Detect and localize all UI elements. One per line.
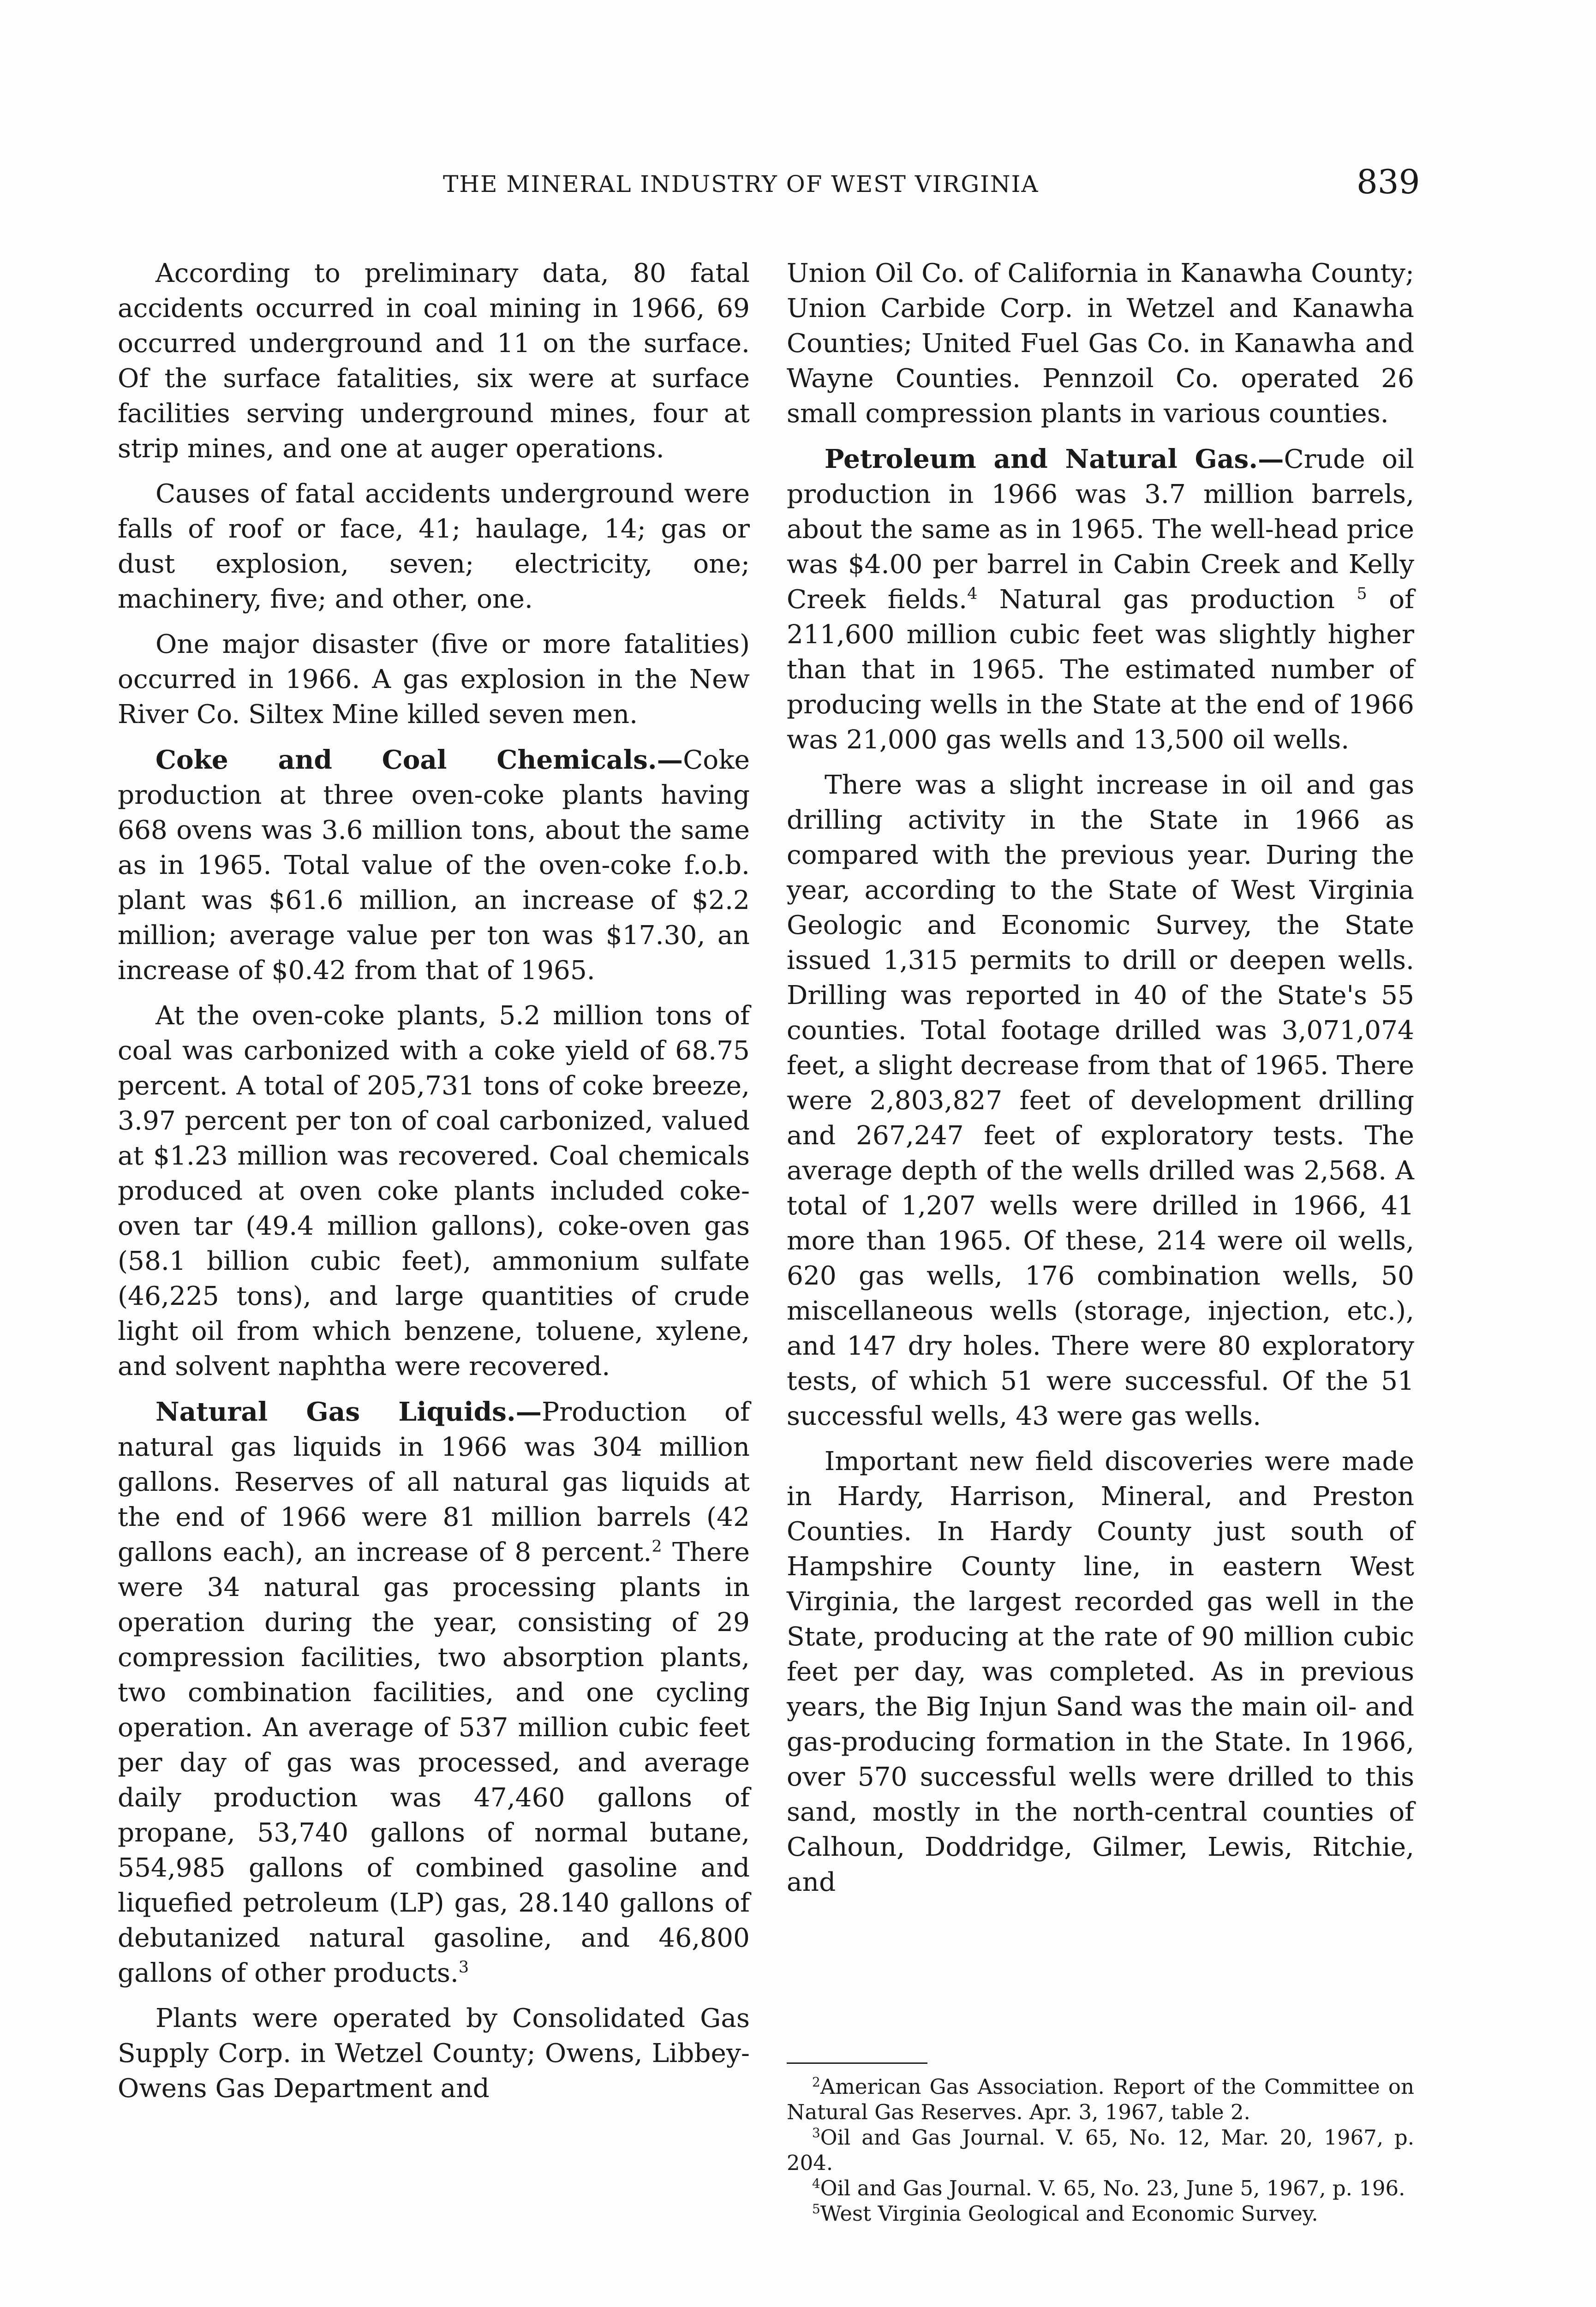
paragraph-petroleum xyxy=(787,442,1414,758)
paragraph-coke-text: Coke production at three oven-coke plants having 668 ovens was 3.6 million tons, about the same as in 1965. Total value of the oven-coke f.o.b. plant was $61.6 million, an increase of $2.2 million; average value per ton was $17.30, an increase of $0.42 from that of 1965. xyxy=(118,745,750,986)
footnote-text: Oil and Gas Journal. V. 65, No. 23, June 5, 1967, p. 196. xyxy=(820,2176,1405,2200)
footnote-text: American Gas Association. Report of the Committee on Natural Gas Reserves. Apr. 3, 1967, table 2. xyxy=(787,2074,1414,2124)
footnote-number: 4 xyxy=(812,2176,820,2191)
section-heading-petroleum: Petroleum and Natural Gas.— xyxy=(825,444,1284,474)
footnote-number: 2 xyxy=(812,2074,820,2090)
paragraph-natural-gas-liquids xyxy=(118,1394,750,1991)
footnote-number: 3 xyxy=(812,2125,820,2140)
paragraph-coke xyxy=(118,742,750,988)
paragraph-oven-coke: At the oven-coke plants, 5.2 million tons of coal was carbonized with a coke yield of 68.75 percent. A total of 205,731 tons of coke breeze, 3.97 percent per ton of coal carbonized, valued at $1.23 million was recovered. Coal chemicals produced at oven coke plants included coke-oven tar (49.4 million gallons), coke-oven gas (58.1 billion cubic feet), ammonium sulfate (46,225 tons), and large quantities of crude light oil from which benzene, toluene, xylene, and solvent naphtha were recovered. xyxy=(118,1001,750,1381)
paragraph-field-discoveries: Important new field discoveries were made in Hardy, Harrison, Mineral, and Preston Counties. In Hardy County just south of Hampshire County line, in eastern West Virginia, the largest recorded gas well in the State, producing at the rate of 90 million cubic feet per day, was completed. As in previous years, the Big Injun Sand was the main oil- and gas-producing formation in the State. In 1966, over 570 successful wells were drilled to this sand, mostly in the north-central counties of Calhoun, Doddridge, Gilmer, Lewis, Ritchie, and xyxy=(787,1446,1414,1897)
paragraph-continued: Union Oil Co. of California in Kanawha County; Union Carbide Corp. in Wetzel and Kanawha Counties; United Fuel Gas Co. in Kanawha and Wayne Counties. Pennzoil Co. operated 26 small compression plants in various counties. xyxy=(787,258,1414,429)
paragraph-major-disaster: One major disaster (five or more fatalities) occurred in 1966. A gas explosion in the New River Co. Siltex Mine killed seven men. xyxy=(118,629,750,729)
footnote-item xyxy=(787,2074,1414,2125)
paragraph-petroleum-text-b: Natural gas production xyxy=(977,585,1357,615)
paragraph-causes: Causes of fatal accidents underground were falls of roof or face, 41; haulage, 14; gas or dust explosion, seven; electricity, one; machinery, five; and other, one. xyxy=(118,479,750,614)
footnote-item xyxy=(787,2176,1414,2201)
left-column xyxy=(118,256,750,2116)
footnote-ref: 3 xyxy=(458,1958,469,1977)
footnote-ref: 5 xyxy=(1357,584,1367,604)
paragraph-petroleum-text-c: of 211,600 million cubic feet was slightly higher than that in 1965. The estimated number of producing wells in the State at the end of 1966 was 21,000 gas wells and 13,500 oil wells. xyxy=(787,585,1415,755)
page-number: 839 xyxy=(1357,162,1420,201)
paragraph-drilling-activity: There was a slight increase in oil and gas drilling activity in the State in 1966 as compared with the previous year. During the year, according to the State of West Virginia Geologic and Economic Survey, the State issued 1,315 permits to drill or deepen wells. Drilling was reported in 40 of the State's 55 counties. Total footage drilled was 3,071,074 feet, a slight decrease from that of 1965. There were 2,803,827 feet of development drilling and 267,247 feet of exploratory tests. The average depth of the wells drilled was 2,568. A total of 1,207 wells were drilled in 1966, 41 more than 1965. Of these, 214 were oil wells, 620 gas wells, 176 combination wells, 50 miscellaneous wells (storage, injection, etc.), and 147 dry holes. There were 80 exploratory tests, of which 51 were successful. Of the 51 successful wells, 43 were gas wells. xyxy=(787,770,1414,1431)
section-heading-ngl: Natural Gas Liquids.— xyxy=(155,1397,542,1427)
footnote-divider xyxy=(787,2062,927,2064)
right-column xyxy=(787,256,1414,1910)
section-heading-coke: Coke and Coal Chemicals.— xyxy=(155,745,683,775)
footnote-item xyxy=(787,2201,1414,2226)
paragraph-plants-operated: Plants were operated by Consolidated Gas Supply Corp. in Wetzel County; Owens, Libbey-Owens Gas Department and xyxy=(118,2003,750,2104)
footnote-ref: 4 xyxy=(967,584,978,604)
footnote-item xyxy=(787,2125,1414,2176)
footnote-ref: 2 xyxy=(652,1537,662,1556)
running-head: THE MINERAL INDUSTRY OF WEST VIRGINIA xyxy=(443,171,1039,197)
paragraph-petroleum-text-a: Crude oil production in 1966 was 3.7 million barrels, about the same as in 1965. The well-head price was $4.00 per barrel in Cabin Creek and Kelly Creek fields. xyxy=(787,444,1414,615)
footnote-number: 5 xyxy=(812,2201,820,2217)
paragraph-ngl-text-b: There were 34 natural gas processing plants in operation during the year, consisting of 29 compression facilities, two absorption plants, two combination facilities, and one cycling operation. An average of 537 million cubic feet per day of gas was processed, and average daily production was 47,460 gallons of propane, 53,740 gallons of normal butane, 554,985 gallons of combined gasoline and liquefied petroleum (LP) gas, 28.140 gallons of debutanized natural gasoline, and 46,800 gallons of other products. xyxy=(118,1537,750,1988)
footnotes xyxy=(787,2074,1414,2226)
footnote-text: Oil and Gas Journal. V. 65, No. 12, Mar. 20, 1967, p. 204. xyxy=(787,2125,1414,2175)
footnote-text: West Virginia Geological and Economic Survey. xyxy=(820,2201,1318,2226)
paragraph-ngl-text-a: Production of natural gas liquids in 1966 was 304 million gallons. Reserves of all natural gas liquids at the end of 1966 were 81 million barrels (42 gallons each), an increase of 8 percent. xyxy=(118,1397,750,1567)
paragraph-fatal-accidents: According to preliminary data, 80 fatal accidents occurred in coal mining in 1966, 69 occurred underground and 11 on the surface. Of the surface fatalities, six were at surface facilities serving underground mines, four at strip mines, and one at auger operations. xyxy=(118,258,750,464)
